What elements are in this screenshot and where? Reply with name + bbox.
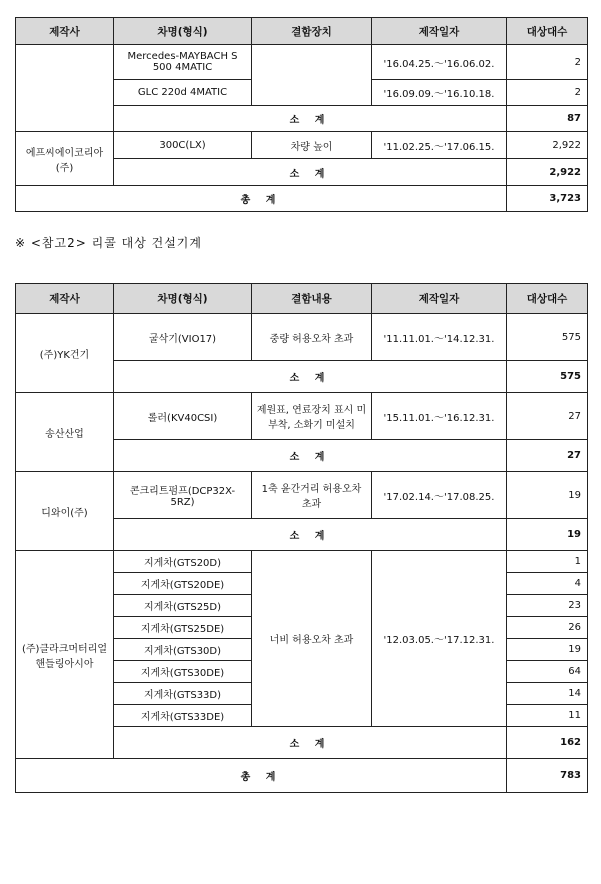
- date-cell: '11.11.01.～'14.12.31.: [372, 314, 507, 361]
- model-cell: 지게차(GTS25DE): [114, 617, 252, 639]
- count-cell: 4: [507, 573, 588, 595]
- reference-note: ※ <참고2> 리콜 대상 건설기계: [15, 236, 202, 250]
- defect-cell: 1축 윤간거리 허용오차 초과: [252, 472, 372, 519]
- model-cell: Mercedes-MAYBACH S 500 4MATIC: [114, 45, 252, 80]
- subtotal-label: 소 계: [114, 519, 507, 551]
- subtotal-label: 소 계: [114, 361, 507, 393]
- model-cell: 지게차(GTS20DE): [114, 573, 252, 595]
- subtotal-value: 19: [507, 519, 588, 551]
- count-cell: 11: [507, 705, 588, 727]
- maker-cell: (주)YK건기: [16, 314, 114, 393]
- count-cell: 27: [507, 393, 588, 440]
- subtotal-value: 87: [507, 106, 588, 132]
- date-cell: '17.02.14.～'17.08.25.: [372, 472, 507, 519]
- total-value: 783: [507, 759, 588, 793]
- count-cell: 1: [507, 551, 588, 573]
- date-cell: '12.03.05.～'17.12.31.: [372, 551, 507, 727]
- subtotal-label: 소 계: [114, 727, 507, 759]
- header-date: 제작일자: [372, 18, 507, 45]
- total-value: 3,723: [507, 186, 588, 212]
- count-cell: 2: [507, 45, 588, 80]
- header-maker: 제작사: [16, 284, 114, 314]
- defect-cell: [252, 45, 372, 106]
- subtotal-label: 소 계: [114, 440, 507, 472]
- count-cell: 2,922: [507, 132, 588, 159]
- count-cell: 23: [507, 595, 588, 617]
- date-cell: '16.09.09.～'16.10.18.: [372, 80, 507, 106]
- defect-cell: 차량 높이: [252, 132, 372, 159]
- model-cell: 지게차(GTS20D): [114, 551, 252, 573]
- count-cell: 14: [507, 683, 588, 705]
- maker-cell: 송산산업: [16, 393, 114, 472]
- subtotal-value: 2,922: [507, 159, 588, 186]
- count-cell: 26: [507, 617, 588, 639]
- model-cell: GLC 220d 4MATIC: [114, 80, 252, 106]
- count-cell: 19: [507, 639, 588, 661]
- maker-cell: 에프씨에이코리아 (주): [16, 132, 114, 186]
- maker-cell-continued: [16, 45, 114, 132]
- header-defect: 결함내용: [252, 284, 372, 314]
- subtotal-label: 소 계: [114, 159, 507, 186]
- subtotal-value: 162: [507, 727, 588, 759]
- recall-table-construction-machinery: [15, 283, 588, 793]
- recall-table-vehicles: [15, 17, 588, 212]
- model-cell: 지게차(GTS30D): [114, 639, 252, 661]
- date-cell: '11.02.25.～'17.06.15.: [372, 132, 507, 159]
- date-cell: '15.11.01.～'16.12.31.: [372, 393, 507, 440]
- model-cell: 롤러(KV40CSI): [114, 393, 252, 440]
- model-cell: 굴삭기(VIO17): [114, 314, 252, 361]
- model-cell: 300C(LX): [114, 132, 252, 159]
- count-cell: 2: [507, 80, 588, 106]
- model-cell: 지게차(GTS33D): [114, 683, 252, 705]
- maker-cell: (주)클라크머터리얼 핸들링아시아: [16, 551, 114, 759]
- header-model: 차명(형식): [114, 284, 252, 314]
- defect-cell: 중량 허용오차 초과: [252, 314, 372, 361]
- total-label: 총 계: [16, 759, 507, 793]
- header-model: 차명(형식): [114, 18, 252, 45]
- defect-cell: 제원표, 연료장치 표시 미부착, 소화기 미설치: [252, 393, 372, 440]
- defect-cell: 너비 허용오차 초과: [252, 551, 372, 727]
- count-cell: 575: [507, 314, 588, 361]
- header-maker: 제작사: [16, 18, 114, 45]
- maker-cell: 디와이(주): [16, 472, 114, 551]
- date-cell: '16.04.25.～'16.06.02.: [372, 45, 507, 80]
- subtotal-label: 소 계: [114, 106, 507, 132]
- total-label: 총 계: [16, 186, 507, 212]
- subtotal-value: 27: [507, 440, 588, 472]
- model-cell: 지게차(GTS25D): [114, 595, 252, 617]
- count-cell: 64: [507, 661, 588, 683]
- count-cell: 19: [507, 472, 588, 519]
- header-count: 대상대수: [507, 18, 588, 45]
- subtotal-value: 575: [507, 361, 588, 393]
- model-cell: 콘크리트펌프(DCP32X-5RZ): [114, 472, 252, 519]
- header-date: 제작일자: [372, 284, 507, 314]
- model-cell: 지게차(GTS30DE): [114, 661, 252, 683]
- header-defect: 결함장치: [252, 18, 372, 45]
- model-cell: 지게차(GTS33DE): [114, 705, 252, 727]
- header-count: 대상대수: [507, 284, 588, 314]
